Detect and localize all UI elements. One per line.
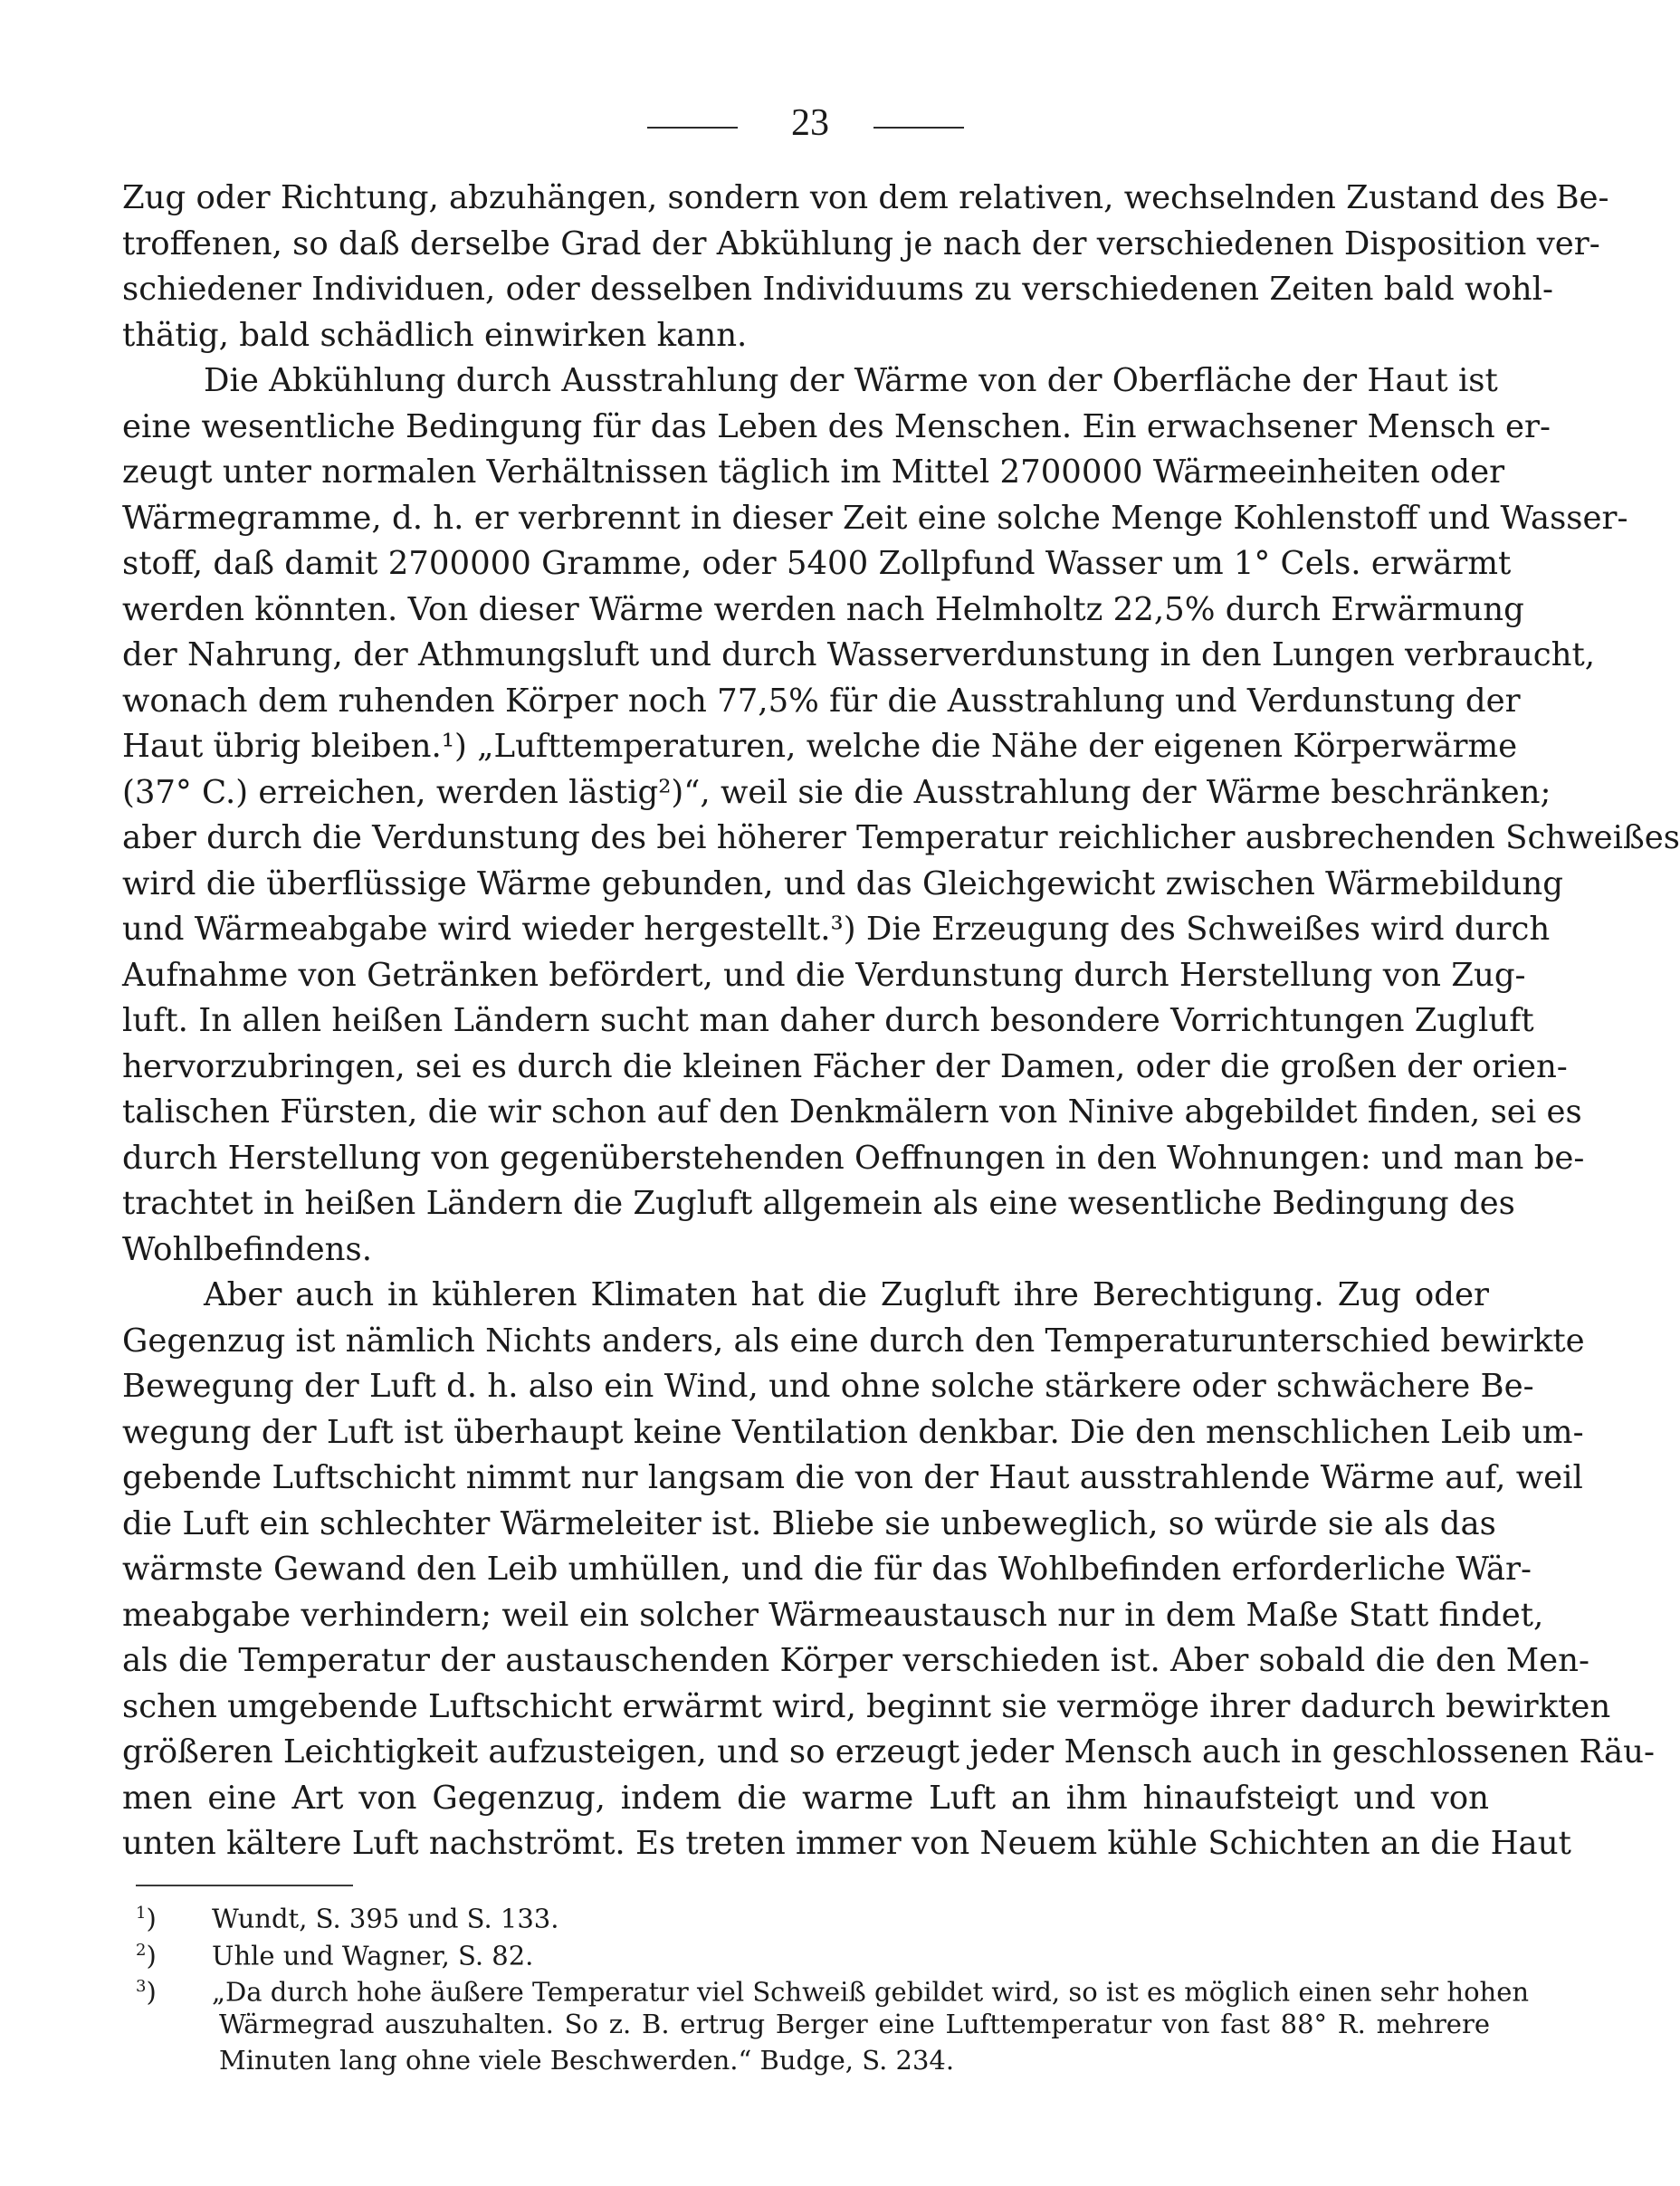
text-line: trachtet in heißen Ländern die Zugluft allgemein als eine wesentliche Bedingung des xyxy=(122,1185,1515,1222)
text-line: wärmste Gewand den Leib umhüllen, und die für das Wohlbefinden erforderliche Wär- xyxy=(122,1551,1532,1588)
header-rule-left xyxy=(647,127,738,129)
text-line: größeren Leichtigkeit aufzusteigen, und so erzeugt jeder Mensch auch in geschlossenen Räu- xyxy=(122,1733,1656,1771)
paragraph-start-line: Die Abkühlung durch Ausstrahlung der Wärme von der Oberfläche der Haut ist xyxy=(204,362,1498,399)
text-line: Bewegung der Luft d. h. also ein Wind, und ohne solche stärkere oder schwächere Be- xyxy=(122,1368,1534,1405)
footnote-1 xyxy=(136,1895,1490,1933)
text-line: durch Herstellung von gegenüberstehenden Oeffnungen in den Wohnungen: und man be- xyxy=(122,1139,1585,1177)
text-line: men eine Art von Gegenzug, indem die warme Luft an ihm hinaufsteigt und von xyxy=(122,1779,1489,1817)
text-line: unten kältere Luft nachströmt. Es treten immer von Neuem kühle Schichten an die Haut xyxy=(122,1825,1571,1862)
footnote-divider xyxy=(136,1885,353,1886)
text-line: Wärmegramme, d. h. er verbrennt in dieser Zeit eine solche Menge Kohlenstoff und Wasser- xyxy=(122,499,1628,537)
text-line: Haut übrig bleiben.¹) „Lufttemperaturen, welche die Nähe der eigenen Körperwärme xyxy=(122,728,1518,765)
page-header xyxy=(0,91,1680,154)
text-line: werden könnten. Von dieser Wärme werden nach Helmholtz 22,5% durch Erwärmung xyxy=(122,590,1524,628)
text-line: der Nahrung, der Athmungsluft und durch Wasserverdunstung in den Lungen verbraucht, xyxy=(122,636,1596,673)
text-line: wonach dem ruhenden Körper noch 77,5% für die Ausstrahlung und Verdunstung der xyxy=(122,682,1521,720)
footnote-3-continuation: Minuten lang ohne viele Beschwerden.“ Budge, S. 234. xyxy=(219,2045,955,2076)
text-line: als die Temperatur der austauschenden Körper verschieden ist. Aber sobald die den Men- xyxy=(122,1642,1589,1679)
paragraph-start-line: Aber auch in kühleren Klimaten hat die Zugluft ihre Berechtigung. Zug oder xyxy=(204,1276,1489,1313)
text-line: Aufnahme von Getränken befördert, und die Verdunstung durch Herstellung von Zug- xyxy=(122,956,1526,994)
text-line: hervorzubringen, sei es durch die kleinen Fächer der Damen, oder die großen der orien- xyxy=(122,1047,1568,1085)
footnote-text: Wundt, S. 395 und S. 133. xyxy=(212,1903,559,1934)
header-rule-right xyxy=(873,127,964,129)
text-line: wird die überflüssige Wärme gebunden, und das Gleichgewicht zwischen Wärmebildung xyxy=(122,864,1563,902)
text-line: zeugt unter normalen Verhältnissen täglich im Mittel 2700000 Wärmeeinheiten oder xyxy=(122,453,1505,491)
text-line: Wohlbefindens. xyxy=(122,1230,373,1268)
text-line: thätig, bald schädlich einwirken kann. xyxy=(122,316,748,354)
text-line: (37° C.) erreichen, werden lästig²)“, weil sie die Ausstrahlung der Wärme beschränken; xyxy=(122,773,1551,811)
footnote-marker: $^1$) xyxy=(136,1903,157,1934)
page-number: 23 xyxy=(791,102,829,144)
text-line: stoff, daß damit 2700000 Gramme, oder 5400 Zollpfund Wasser um 1° Cels. erwärmt xyxy=(122,545,1512,582)
text-line: gebende Luftschicht nimmt nur langsam die von der Haut ausstrahlende Wärme auf, weil xyxy=(122,1459,1583,1496)
footnote-2 xyxy=(136,1933,1490,1970)
footnote-text: Uhle und Wagner, S. 82. xyxy=(212,1940,534,1971)
text-line: talischen Fürsten, die wir schon auf den Denkmälern von Ninive abgebildet finden, sei es xyxy=(122,1093,1582,1131)
text-line: eine wesentliche Bedingung für das Leben des Menschen. Ein erwachsener Mensch er- xyxy=(122,407,1551,445)
text-line: meabgabe verhindern; weil ein solcher Wärmeaustausch nur in dem Maße Statt findet, xyxy=(122,1596,1544,1634)
footnote-3 xyxy=(136,1969,1530,2008)
text-line: luft. In allen heißen Ländern sucht man daher durch besondere Vorrichtungen Zugluft xyxy=(122,1002,1534,1039)
text-line: schiedener Individuen, oder desselben Individuums zu verschiedenen Zeiten bald wohl- xyxy=(122,271,1553,308)
footnote-3-continuation: Wärmegrad auszuhalten. So z. B. ertrug Berger eine Lufttemperatur von fast 88° R. mehrere xyxy=(219,2008,1490,2039)
footnote-text: „Da durch hohe äußere Temperatur viel Schweiß gebildet wird, so ist es möglich einen sehr hohen xyxy=(212,1976,1530,2008)
footnote-marker: $^2$) xyxy=(136,1940,157,1971)
body-text xyxy=(122,176,1680,1867)
footnotes xyxy=(136,1895,1530,2079)
footnote-marker: $^3$) xyxy=(136,1976,157,2008)
text-line: wegung der Luft ist überhaupt keine Ventilation denkbar. Die den menschlichen Leib um- xyxy=(122,1413,1584,1451)
text-line: und Wärmeabgabe wird wieder hergestellt.³) Die Erzeugung des Schweißes wird durch xyxy=(122,911,1551,948)
text-line: schen umgebende Luftschicht erwärmt wird, beginnt sie vermöge ihrer dadurch bewirkten xyxy=(122,1687,1611,1725)
text-line: troffenen, so daß derselbe Grad der Abkühlung je nach der verschiedenen Disposition ver- xyxy=(122,224,1600,263)
text-line: Zug oder Richtung, abzuhängen, sondern von dem relativen, wechselnden Zustand des Be- xyxy=(122,179,1609,216)
text-line: die Luft ein schlechter Wärmeleiter ist. Bliebe sie unbeweglich, so würde sie als das xyxy=(122,1504,1496,1542)
text-line: Gegenzug ist nämlich Nichts anders, als eine durch den Temperaturunterschied bewirkte xyxy=(122,1322,1585,1360)
text-line: aber durch die Verdunstung des bei höherer Temperatur reichlicher ausbrechenden Schweißes xyxy=(122,819,1680,856)
